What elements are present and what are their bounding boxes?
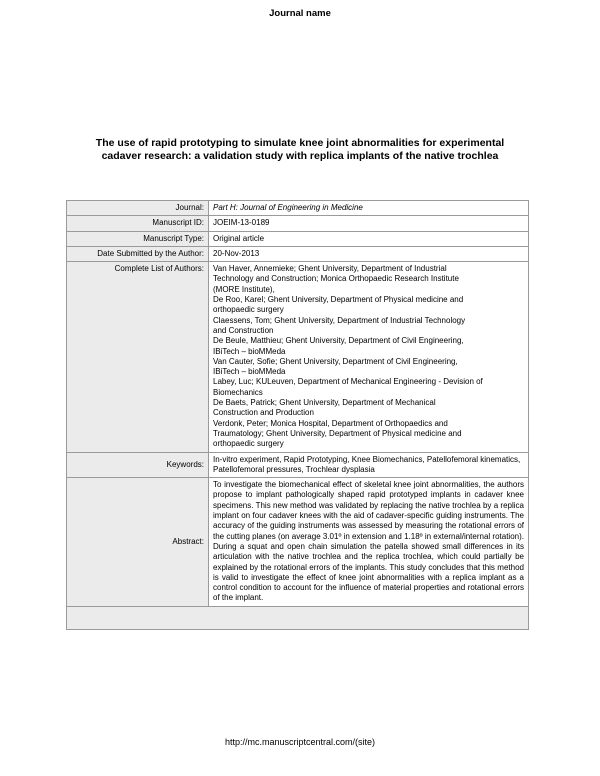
- author-line: Verdonk, Peter; Monica Hospital, Department of Orthopaedics and: [213, 418, 448, 428]
- author-line: Technology and Construction; Monica Orthopaedic Research Institute: [213, 274, 459, 284]
- author-line: Construction and Production: [213, 408, 314, 418]
- author-line: and Construction: [213, 325, 274, 335]
- journal-row: [67, 201, 529, 216]
- author-line: De Beule, Matthieu; Ghent University, Department of Civil Engineering,: [213, 336, 464, 346]
- date-submitted-value: 20-Nov-2013: [209, 246, 529, 261]
- keywords-label: Keywords:: [67, 452, 209, 478]
- authors-row: [67, 262, 529, 452]
- manuscript-id-label: Manuscript ID:: [67, 216, 209, 231]
- journal-label: Journal:: [67, 201, 209, 216]
- abstract-label: Abstract:: [67, 478, 209, 607]
- author-line: Biomechanics: [213, 387, 263, 397]
- keywords-row: [67, 452, 529, 478]
- manuscript-type-label: Manuscript Type:: [67, 231, 209, 246]
- journal-value: Part H: Journal of Engineering in Medicine: [209, 201, 529, 216]
- footer-url: http://mc.manuscriptcentral.com/(site): [224, 737, 376, 747]
- manuscript-id-value: JOEIM-13-0189: [209, 216, 529, 231]
- journal-name-header: Journal name: [269, 8, 331, 19]
- author-line: Van Haver, Annemieke; Ghent University, Department of Industrial: [213, 264, 447, 274]
- paper-title: The use of rapid prototyping to simulate knee joint abnormalities for experimental cadaver research: a validation study with replica implants of the native trochlea: [95, 137, 505, 162]
- author-line: Claessens, Tom; Ghent University, Department of Industrial Technology: [213, 315, 466, 325]
- author-line: (MORE Institute),: [213, 284, 275, 294]
- author-line: Labey, Luc; KULeuven, Department of Mechanical Engineering - Devision of: [213, 377, 483, 387]
- manuscript-type-value: Original article: [209, 231, 529, 246]
- abstract-row: [67, 478, 529, 607]
- authors-label: Complete List of Authors:: [67, 262, 209, 452]
- author-line: IBiTech – bioMMeda: [213, 346, 286, 356]
- date-submitted-row: [67, 246, 529, 261]
- date-submitted-label: Date Submitted by the Author:: [67, 246, 209, 261]
- author-line: orthopaedic surgery: [213, 305, 284, 315]
- author-line: De Baets, Patrick; Ghent University, Department of Mechanical: [213, 398, 436, 408]
- author-line: orthopaedic surgery: [213, 439, 284, 449]
- keywords-value: In-vitro experiment, Rapid Prototyping, Knee Biomechanics, Patellofemoral kinematics, Patellofemoral pressures, Trochlear dysplasia: [209, 452, 529, 478]
- author-line: Traumatology; Ghent University, Department of Physical medicine and: [213, 428, 462, 438]
- author-line: De Roo, Karel; Ghent University, Department of Physical medicine and: [213, 295, 464, 305]
- authors-list: [209, 262, 529, 452]
- empty-row: [67, 606, 529, 629]
- manuscript-type-row: [67, 231, 529, 246]
- manuscript-id-row: [67, 216, 529, 231]
- empty-cell: [67, 606, 529, 629]
- abstract-value: To investigate the biomechanical effect of skeletal knee joint abnormalities, the authors propose to implant pathologically shaped rapid prototyped implants in cadaver knee specimens. This new method was validated by replacing the native trochlea by a replica implant on four cadaver knees with the aid of cadaver-specific guiding instruments. The accuracy of the guiding instruments was assessed by measuring the rotational errors of the cutting planes (on average 3.01º in extension and 1.18º in external/internal rotation). During a squat and open chain simulation the patella showed small differences in its articulation with the native trochlea and the replica trochlea, which could partially be explained by the rotational errors of the implants. This study concludes that this method is valid to investigate the effect of knee joint abnormalities with a replica implant as a control condition to account for the influence of material properties and rotational errors of the implant.: [209, 478, 529, 607]
- author-line: IBiTech – bioMMeda: [213, 367, 286, 377]
- author-line: Van Cauter, Sofie; Ghent University, Department of Civil Engineering,: [213, 356, 458, 366]
- manuscript-info-table: [66, 200, 529, 630]
